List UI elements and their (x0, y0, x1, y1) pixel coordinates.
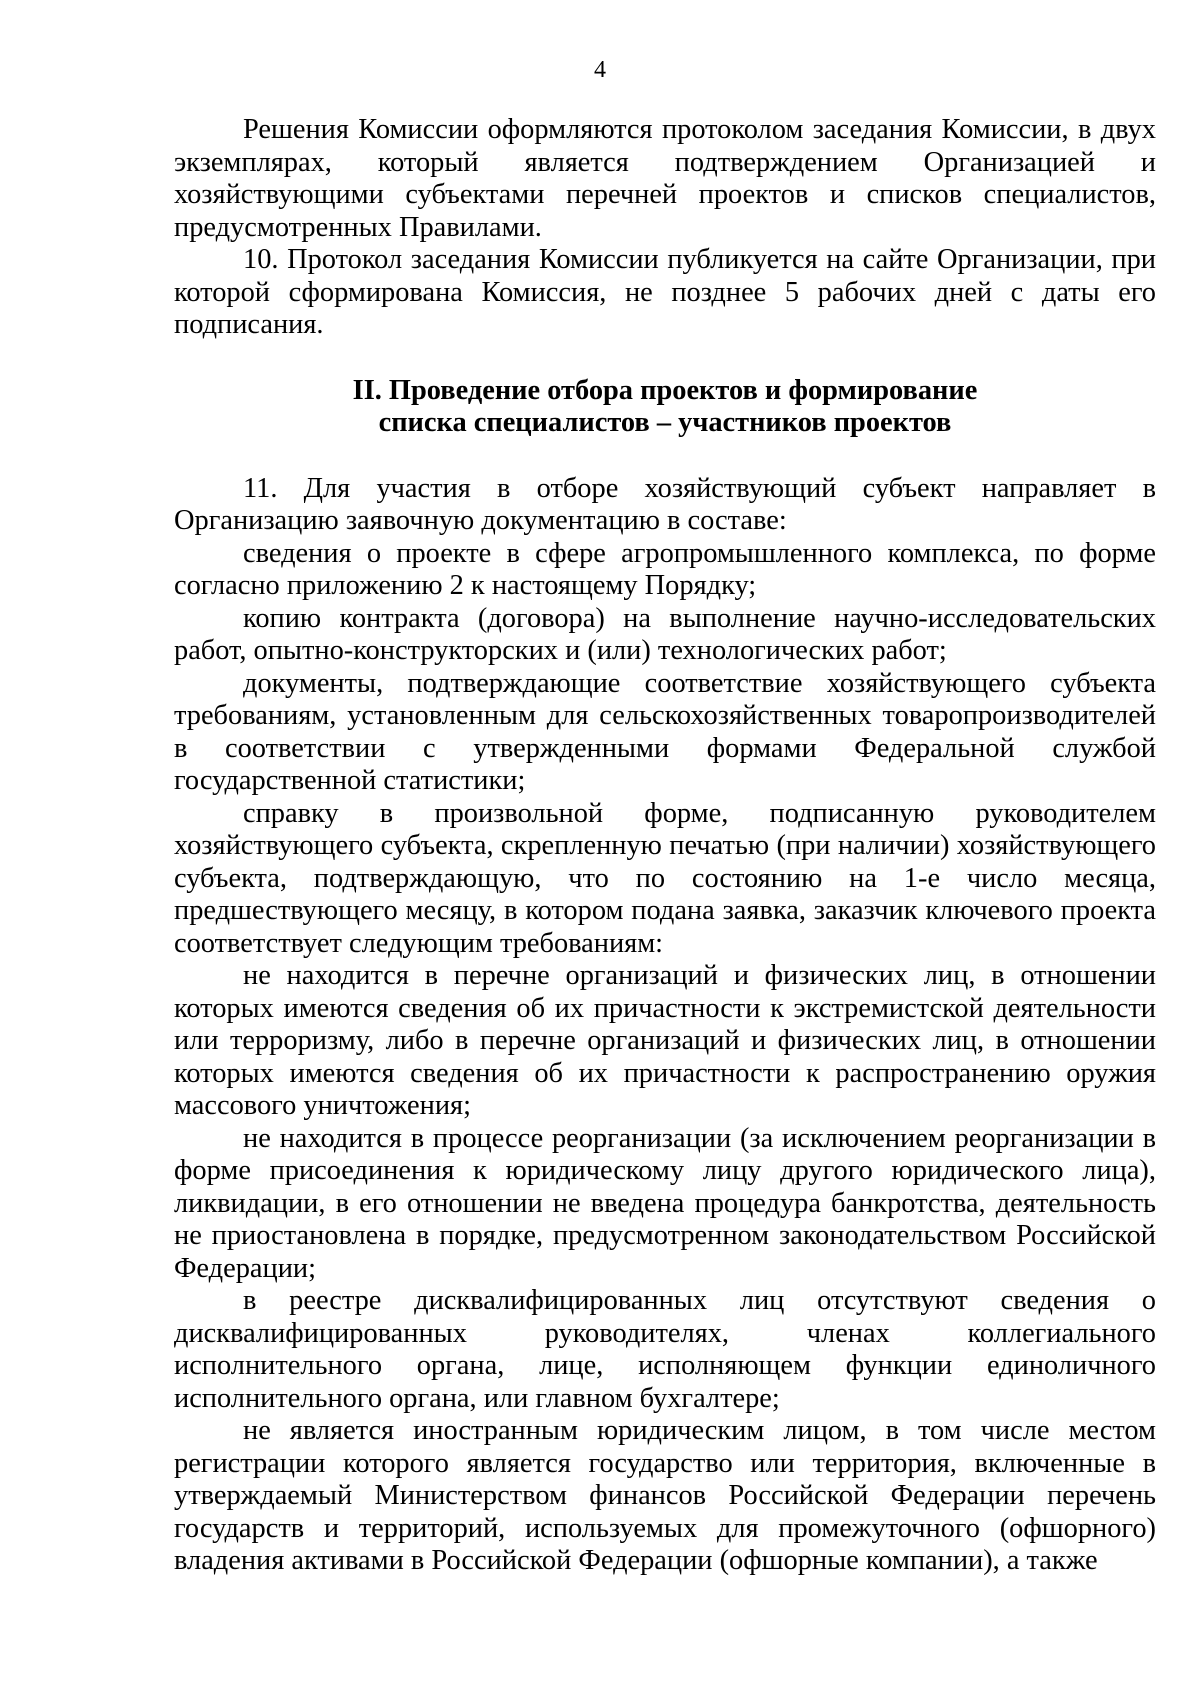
page-number: 4 (594, 57, 606, 83)
list-item-contract-copy: копию контракта (договора) на выполнение научно-исследовательских работ, опытно-конструкторских и (или) технологических работ; (174, 602, 1156, 666)
paragraph-commission-decisions: Решения Комиссии оформляются протоколом заседания Комиссии, в двух экземплярах, который является подтверждением Организацией и хозяйствующими субъектами перечней проектов и списков специалистов, предусмотренных Правилами. (174, 114, 1156, 243)
requirement-no-disqualified-persons: в реестре дисквалифицированных лиц отсутствуют сведения о дисквалифицированных руководителях, членах коллегиального исполнительного органа, лице, исполняющем функции единоличного исполнительного органа, или главном бухгалтере; (174, 1285, 1156, 1414)
paragraph-11-application-documents: 11. Для участия в отборе хозяйствующий субъект направляет в Организацию заявочную документацию в составе: (174, 472, 1156, 536)
document-body (174, 114, 1156, 1578)
requirement-not-reorganization: не находится в процессе реорганизации (за исключением реорганизации в форме присоединения к юридическому лицу другого юридического лица), ликвидации, в его отношении не введена процедура банкротства, деятельность не приостановлена в порядке, предусмотренном законодательством Российской Федерации; (174, 1122, 1156, 1284)
list-item-compliance-documents: документы, подтверждающие соответствие хозяйствующего субъекта требованиям, установленным для сельскохозяйственных товаропроизводителей в соответствии с утвержденными формами Федеральной службой государственной статистики; (174, 667, 1156, 796)
requirement-not-extremist-list: не находится в перечне организаций и физических лиц, в отношении которых имеются сведения об их причастности к экстремистской деятельности или терроризму, либо в перечне организаций и физических лиц, в отношении которых имеются сведения об их причастности к распространению оружия массового уничтожения; (174, 960, 1156, 1121)
list-item-certificate: справку в произвольной форме, подписанную руководителем хозяйствующего субъекта, скрепленную печатью (при наличии) хозяйствующего субъекта, подтверждающую, что по состоянию на 1-е число месяца, предшествующего месяцу, в котором подана заявка, заказчик ключевого проекта соответствует следующим требованиям: (174, 797, 1156, 959)
paragraph-10-protocol-publication: 10. Протокол заседания Комиссии публикуется на сайте Организации, при которой сформирована Комиссия, не позднее 5 рабочих дней с даты его подписания. (174, 244, 1156, 340)
section-heading-line-2: списка специалистов – участников проектов (378, 407, 952, 438)
requirement-not-foreign-entity: не является иностранным юридическим лицом, в том числе местом регистрации которого является государство или территория, включенные в утверждаемый Министерством финансов Российской Федерации перечень государств и территорий, используемых для промежуточного (офшорного) владения активами в Российской Федерации (офшорные компании), а также (174, 1415, 1156, 1576)
section-heading-line-1: II. Проведение отбора проектов и формирование (352, 374, 978, 406)
section-heading (174, 375, 1156, 440)
list-item-project-info: сведения о проекте в сфере агропромышленного комплекса, по форме согласно приложению 2 к настоящему Порядку; (174, 537, 1156, 601)
